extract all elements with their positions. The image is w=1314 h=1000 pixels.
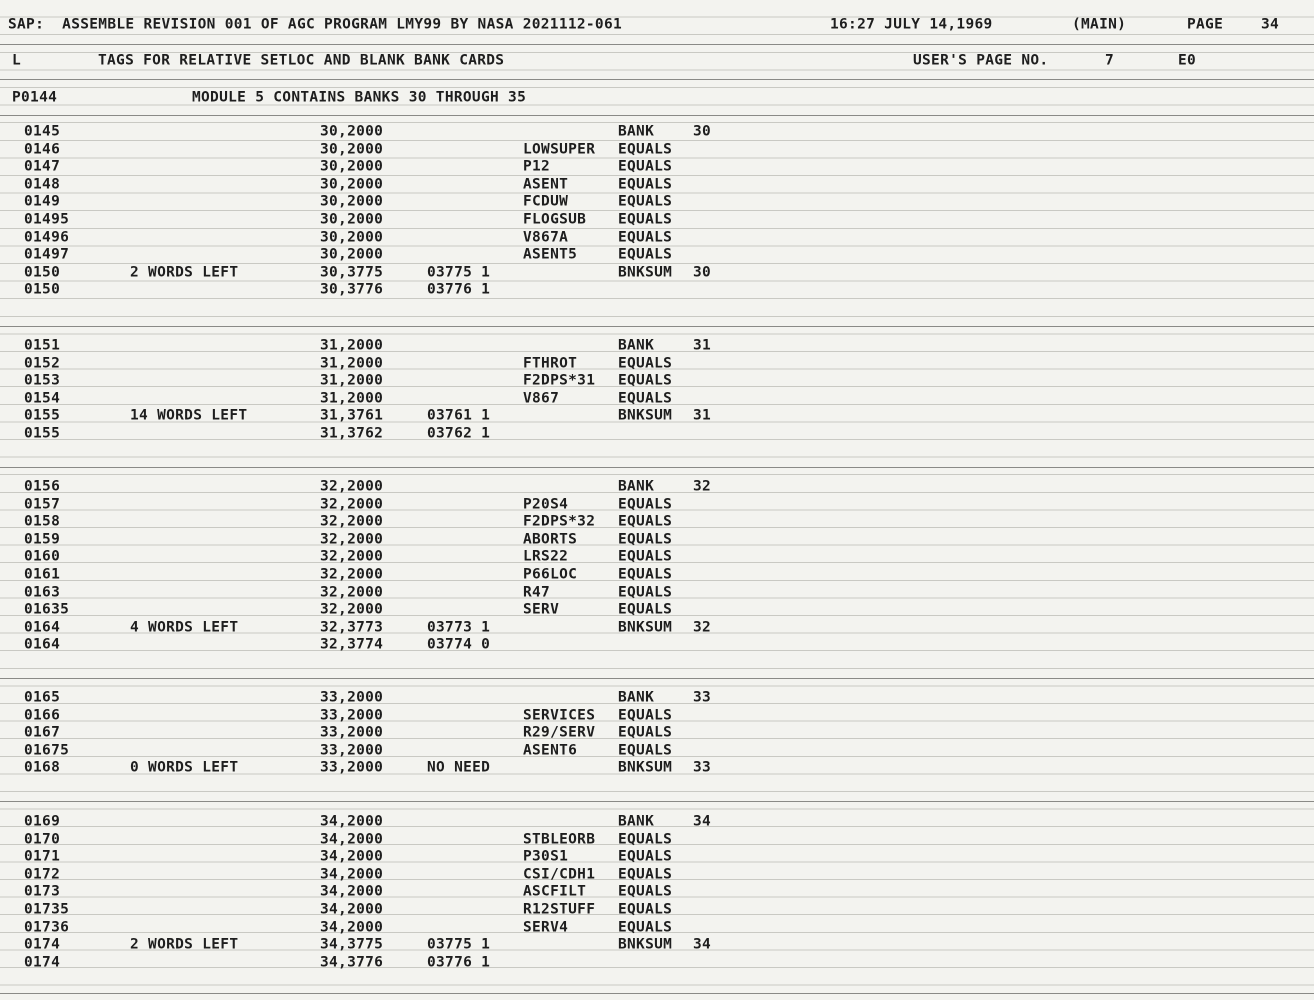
divider [0, 115, 1314, 116]
address: 30,2000 [320, 124, 384, 140]
address: 33,2000 [320, 760, 384, 776]
symbol-label: CSI/CDH1 [523, 866, 596, 882]
section-label: (MAIN) [1072, 17, 1127, 33]
opcode: BANK [618, 338, 655, 354]
address: 32,3773 [320, 619, 384, 635]
opcode: BNKSUM [618, 264, 673, 280]
opcode: EQUALS [618, 514, 673, 530]
line-number: 0149 [24, 194, 61, 210]
divider [0, 678, 1314, 679]
operand: 30 [693, 124, 712, 140]
line-number: 0166 [24, 707, 61, 723]
words-left: 2 WORDS LEFT [130, 264, 239, 280]
line-number: 0152 [24, 355, 61, 371]
words-left: 2 WORDS LEFT [130, 937, 239, 953]
symbol-label: SERVICES [523, 707, 596, 723]
address: 32,2000 [320, 602, 384, 618]
opcode: BANK [618, 814, 655, 830]
divider [0, 801, 1314, 802]
opcode: EQUALS [618, 390, 673, 406]
opcode: EQUALS [618, 849, 673, 865]
line-number: 0160 [24, 549, 61, 565]
symbol-label: ASENT6 [523, 742, 578, 758]
line-number: 0150 [24, 264, 61, 280]
line-number: 0146 [24, 141, 61, 157]
symbol-label: LOWSUPER [523, 141, 596, 157]
octal-value: 03776 1 [427, 954, 491, 970]
address: 30,2000 [320, 194, 384, 210]
symbol-label: R12STUFF [523, 902, 596, 918]
operand: 32 [693, 479, 712, 495]
operand: 32 [693, 619, 712, 635]
line-number: 0174 [24, 954, 61, 970]
module-id: P0144 [12, 90, 58, 106]
symbol-label: SERV4 [523, 919, 569, 935]
symbol-label: FLOGSUB [523, 212, 587, 228]
opcode: BANK [618, 124, 655, 140]
line-number: 0155 [24, 426, 61, 442]
line-number: 0145 [24, 124, 61, 140]
address: 34,2000 [320, 831, 384, 847]
symbol-label: P12 [523, 159, 551, 175]
page-label: PAGE [1187, 17, 1224, 33]
opcode: EQUALS [618, 159, 673, 175]
program-header: SAP: ASSEMBLE REVISION 001 OF AGC PROGRAM LMY99 BY NASA 2021112-061 [8, 17, 623, 33]
address: 33,2000 [320, 725, 384, 741]
address: 32,2000 [320, 531, 384, 547]
opcode: BNKSUM [618, 937, 673, 953]
opcode: EQUALS [618, 742, 673, 758]
octal-value: 03774 0 [427, 637, 491, 653]
opcode: EQUALS [618, 884, 673, 900]
line-number: 0163 [24, 584, 61, 600]
opcode: BANK [618, 479, 655, 495]
address: 34,2000 [320, 849, 384, 865]
operand: 34 [693, 937, 712, 953]
address: 31,2000 [320, 390, 384, 406]
address: 31,2000 [320, 355, 384, 371]
line-number: 0154 [24, 390, 61, 406]
opcode: EQUALS [618, 725, 673, 741]
address: 30,2000 [320, 229, 384, 245]
module-text: MODULE 5 CONTAINS BANKS 30 THROUGH 35 [192, 90, 527, 106]
address: 30,2000 [320, 159, 384, 175]
line-number: 0148 [24, 176, 61, 192]
address: 31,3761 [320, 408, 384, 424]
code-label: E0 [1178, 53, 1197, 69]
line-number: 0164 [24, 619, 61, 635]
line-number: 01735 [24, 902, 70, 918]
address: 34,2000 [320, 902, 384, 918]
opcode: EQUALS [618, 549, 673, 565]
symbol-label: R47 [523, 584, 551, 600]
words-left: 0 WORDS LEFT [130, 760, 239, 776]
operand: 31 [693, 338, 712, 354]
line-number: 01736 [24, 919, 70, 935]
symbol-label: V867A [523, 229, 569, 245]
octal-value: 03775 1 [427, 264, 491, 280]
opcode: EQUALS [618, 584, 673, 600]
operand: 33 [693, 690, 712, 706]
octal-value: 03776 1 [427, 282, 491, 298]
symbol-label: F2DPS*32 [523, 514, 596, 530]
line-number: 01635 [24, 602, 70, 618]
line-number: 0165 [24, 690, 61, 706]
line-number: 0161 [24, 567, 61, 583]
address: 34,2000 [320, 919, 384, 935]
address: 33,2000 [320, 707, 384, 723]
opcode: EQUALS [618, 247, 673, 263]
divider [0, 44, 1314, 45]
symbol-label: FCDUW [523, 194, 569, 210]
line-number: 0150 [24, 282, 61, 298]
symbol-label: ASENT5 [523, 247, 578, 263]
address: 32,2000 [320, 479, 384, 495]
symbol-label: R29/SERV [523, 725, 596, 741]
line-number: 0156 [24, 479, 61, 495]
words-left: 4 WORDS LEFT [130, 619, 239, 635]
address: 32,2000 [320, 496, 384, 512]
symbol-label: ASENT [523, 176, 569, 192]
line-number: 0170 [24, 831, 61, 847]
symbol-label: ABORTS [523, 531, 578, 547]
address: 33,2000 [320, 690, 384, 706]
symbol-label: P30S1 [523, 849, 569, 865]
address: 30,3776 [320, 282, 384, 298]
symbol-label: ASCFILT [523, 884, 587, 900]
octal-value: 03775 1 [427, 937, 491, 953]
opcode: EQUALS [618, 919, 673, 935]
line-number: 0171 [24, 849, 61, 865]
opcode: EQUALS [618, 141, 673, 157]
line-number: 0159 [24, 531, 61, 547]
opcode: BNKSUM [618, 408, 673, 424]
address: 34,2000 [320, 884, 384, 900]
address: 34,2000 [320, 866, 384, 882]
opcode: EQUALS [618, 496, 673, 512]
address: 34,2000 [320, 814, 384, 830]
symbol-label: V867 [523, 390, 560, 406]
opcode: EQUALS [618, 212, 673, 228]
opcode: BANK [618, 690, 655, 706]
line-number: 0164 [24, 637, 61, 653]
words-left: 14 WORDS LEFT [130, 408, 248, 424]
address: 32,2000 [320, 549, 384, 565]
log-letter: L [12, 53, 22, 69]
line-number: 0169 [24, 814, 61, 830]
symbol-label: STBLEORB [523, 831, 596, 847]
operand: 34 [693, 814, 712, 830]
user-page-label: USER'S PAGE NO. [913, 53, 1049, 69]
symbol-label: LRS22 [523, 549, 569, 565]
operand: 30 [693, 264, 712, 280]
address: 32,2000 [320, 584, 384, 600]
line-number: 0158 [24, 514, 61, 530]
line-number: 0173 [24, 884, 61, 900]
divider [0, 79, 1314, 80]
user-page-number: 7 [1105, 53, 1115, 69]
opcode: EQUALS [618, 866, 673, 882]
opcode: EQUALS [618, 902, 673, 918]
opcode: EQUALS [618, 373, 673, 389]
divider [0, 467, 1314, 468]
address: 33,2000 [320, 742, 384, 758]
address: 30,2000 [320, 141, 384, 157]
timestamp: 16:27 JULY 14,1969 [830, 17, 993, 33]
symbol-label: SERV [523, 602, 560, 618]
symbol-label: P66LOC [523, 567, 578, 583]
line-number: 01497 [24, 247, 70, 263]
symbol-label: F2DPS*31 [523, 373, 596, 389]
line-number: 01495 [24, 212, 70, 228]
line-number: 0147 [24, 159, 61, 175]
address: 31,2000 [320, 338, 384, 354]
opcode: BNKSUM [618, 760, 673, 776]
opcode: EQUALS [618, 602, 673, 618]
line-number: 0174 [24, 937, 61, 953]
operand: 31 [693, 408, 712, 424]
opcode: EQUALS [618, 229, 673, 245]
octal-value: NO NEED [427, 760, 491, 776]
opcode: EQUALS [618, 567, 673, 583]
line-number: 0168 [24, 760, 61, 776]
opcode: EQUALS [618, 831, 673, 847]
opcode: EQUALS [618, 194, 673, 210]
line-number: 0167 [24, 725, 61, 741]
address: 30,3775 [320, 264, 384, 280]
address: 34,3775 [320, 937, 384, 953]
line-number: 01496 [24, 229, 70, 245]
octal-value: 03761 1 [427, 408, 491, 424]
opcode: EQUALS [618, 531, 673, 547]
line-number: 0153 [24, 373, 61, 389]
divider [0, 326, 1314, 327]
symbol-label: P20S4 [523, 496, 569, 512]
address: 32,2000 [320, 567, 384, 583]
address: 32,3774 [320, 637, 384, 653]
address: 30,2000 [320, 176, 384, 192]
line-number: 0151 [24, 338, 61, 354]
line-number: 0157 [24, 496, 61, 512]
opcode: EQUALS [618, 355, 673, 371]
address: 32,2000 [320, 514, 384, 530]
address: 30,2000 [320, 212, 384, 228]
opcode: EQUALS [618, 707, 673, 723]
opcode: EQUALS [618, 176, 673, 192]
address: 34,3776 [320, 954, 384, 970]
address: 31,2000 [320, 373, 384, 389]
address: 31,3762 [320, 426, 384, 442]
line-number: 0155 [24, 408, 61, 424]
octal-value: 03762 1 [427, 426, 491, 442]
operand: 33 [693, 760, 712, 776]
log-title: TAGS FOR RELATIVE SETLOC AND BLANK BANK CARDS [98, 53, 505, 69]
address: 30,2000 [320, 247, 384, 263]
divider [0, 993, 1314, 994]
line-number: 01675 [24, 742, 70, 758]
line-number: 0172 [24, 866, 61, 882]
page-number: 34 [1261, 17, 1280, 33]
symbol-label: FTHROT [523, 355, 578, 371]
opcode: BNKSUM [618, 619, 673, 635]
octal-value: 03773 1 [427, 619, 491, 635]
